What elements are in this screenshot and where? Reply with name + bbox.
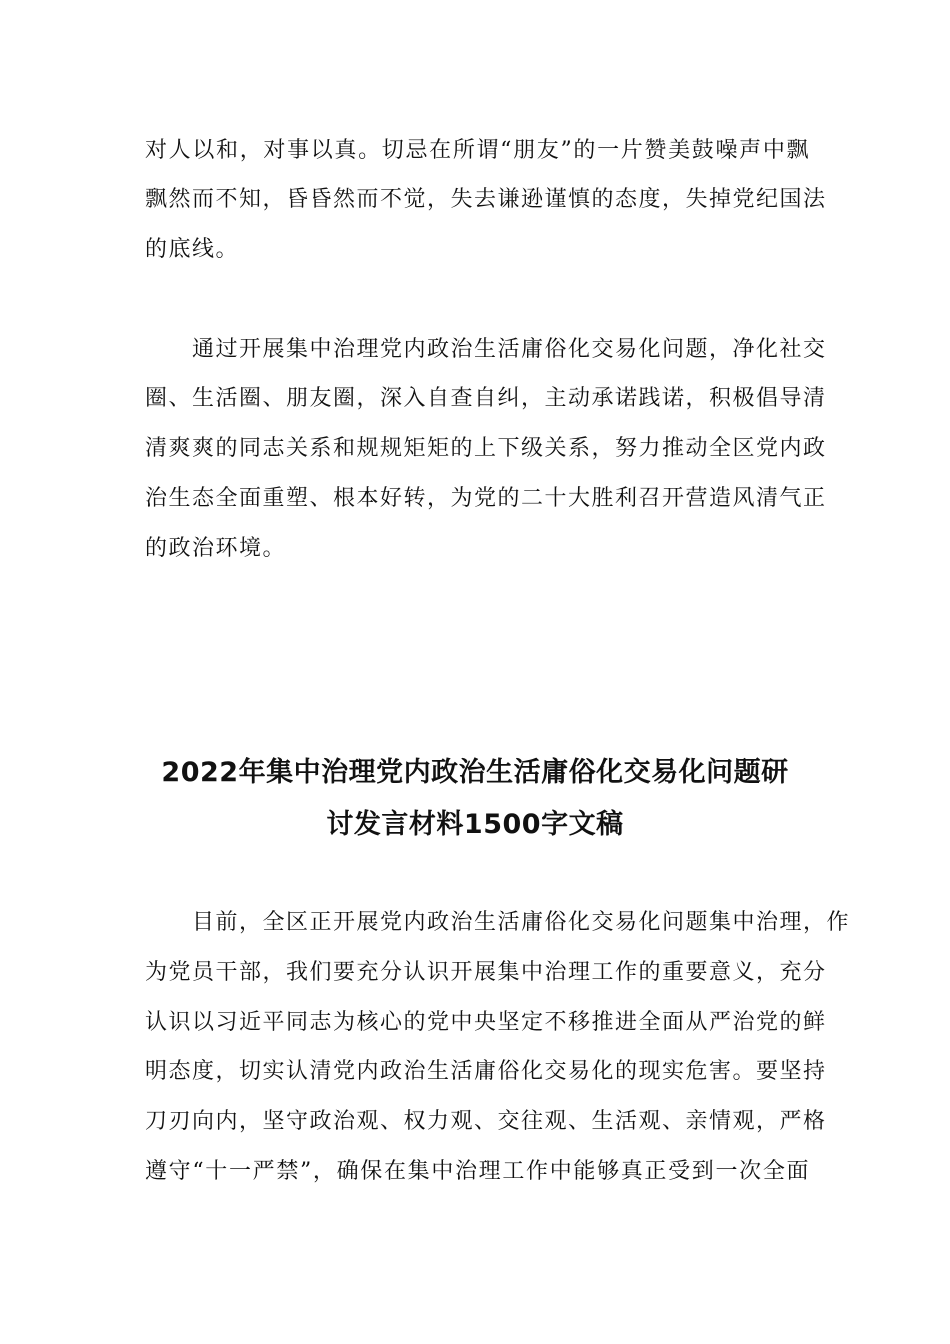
paragraph-line: 圈、生活圈、朋友圈，深入自查自纠，主动承诺践诺，积极倡导清 <box>145 386 827 411</box>
paragraph-line: 遵守“十一严禁”，确保在集中治理工作中能够真正受到一次全面 <box>145 1159 810 1184</box>
paragraph-line: 的政治环境。 <box>145 536 287 561</box>
paragraph-line: 清爽爽的同志关系和规规矩矩的上下级关系，努力推动全区党内政 <box>145 436 827 461</box>
paragraph-line: 为党员干部，我们要充分认识开展集中治理工作的重要意义，充分 <box>145 960 827 985</box>
paragraph-line: 的底线。 <box>145 237 240 262</box>
paragraph-line: 对人以和，对事以真。切忌在所谓“朋友”的一片赞美鼓噪声中飘 <box>145 138 810 163</box>
paragraph-line: 认识以习近平同志为核心的党中央坚定不移推进全面从严治党的鲜 <box>145 1010 827 1035</box>
paragraph-line: 飘然而不知，昏昏然而不觉，失去谦逊谨慎的态度，失掉党纪国法 <box>145 187 827 212</box>
title-line: 2022年集中治理党内政治生活庸俗化交易化问题研 <box>161 757 789 788</box>
paragraph-line: 治生态全面重塑、根本好转，为党的二十大胜利召开营造风清气正 <box>145 486 827 511</box>
paragraph-line: 明态度，切实认清党内政治生活庸俗化交易化的现实危害。要坚持 <box>145 1059 827 1084</box>
title-line: 讨发言材料1500字文稿 <box>326 809 624 840</box>
paragraph-line: 通过开展集中治理党内政治生活庸俗化交易化问题，净化社交 <box>145 337 827 362</box>
paragraph-line: 目前，全区正开展党内政治生活庸俗化交易化问题集中治理，作 <box>145 910 851 935</box>
paragraph-line: 刀刃向内，坚守政治观、权力观、交往观、生活观、亲情观，严格 <box>145 1109 827 1134</box>
